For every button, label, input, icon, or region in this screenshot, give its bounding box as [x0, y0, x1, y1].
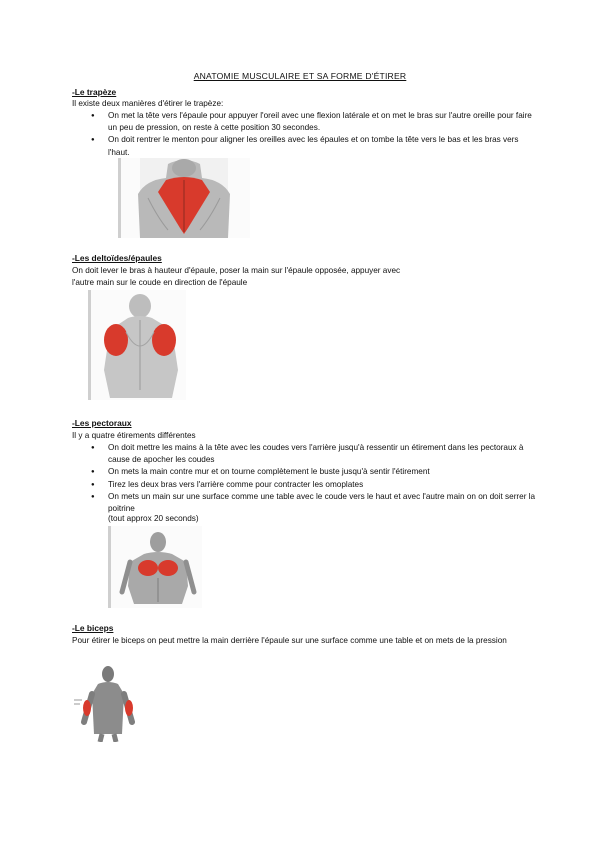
- pectoral-figure: [108, 526, 202, 608]
- biceps-text: Pour étirer le biceps on peut mettre la main derrière l'épaule sur une surface comme une table et on mets de la pression: [72, 636, 507, 645]
- section-heading-trapeze: -Le trapèze: [72, 87, 117, 97]
- deltoides-line-1: On doit lever le bras à hauteur d'épaule, poser la main sur l'épaule opposée, appuyer avec: [72, 266, 401, 275]
- pectoraux-bullet-list: [88, 442, 538, 515]
- trapezius-figure: [118, 158, 250, 238]
- list-item: ● On mets la main contre mur et on tourne complètement le buste jusqu'à sentir l'étirement: [88, 466, 538, 478]
- section-heading-biceps: -Le biceps: [72, 623, 114, 633]
- section-heading-pectoraux: -Les pectoraux: [72, 418, 132, 428]
- trapeze-bullet-list: [88, 110, 538, 159]
- trapeze-intro: Il existe deux manières d'étirer le trapèze:: [72, 99, 224, 108]
- list-item: ● On doit rentrer le menton pour aligner les oreilles avec les épaules et on tombe la tête vers le bas et les bras vers l'haut.: [88, 134, 538, 158]
- list-item: ● Tirez les deux bras vers l'arrière comme pour contracter les omoplates: [88, 479, 538, 491]
- deltoid-figure: [88, 290, 186, 400]
- section-heading-deltoides: -Les deltoïdes/épaules: [72, 253, 162, 263]
- biceps-figure: [72, 664, 144, 742]
- list-item: ● On doit mettre les mains à la tête avec les coudes vers l'arrière jusqu'à ressentir un étirement dans les pectoraux à cause de apocher les coudes: [88, 442, 538, 466]
- pectoraux-note: (tout approx 20 seconds): [108, 514, 199, 523]
- pectoraux-intro: Il y a quatre étirements différentes: [72, 431, 196, 440]
- deltoides-line-2: l'autre main sur le coude en direction de l'épaule: [72, 278, 248, 287]
- list-item: ● On met la tête vers l'épaule pour appuyer l'oreil avec une flexion latérale et on met le bras sur l'autre oreille pour faire un peu de pression, on reste à cette position 30 secondes.: [88, 110, 538, 134]
- page-title: ANATOMIE MUSCULAIRE ET SA FORME D'ÉTIRER: [193, 71, 407, 81]
- list-item: ● On mets un main sur une surface comme une table avec le coude vers le haut et avec l'autre main on on doit serrer la poitrine: [88, 491, 538, 515]
